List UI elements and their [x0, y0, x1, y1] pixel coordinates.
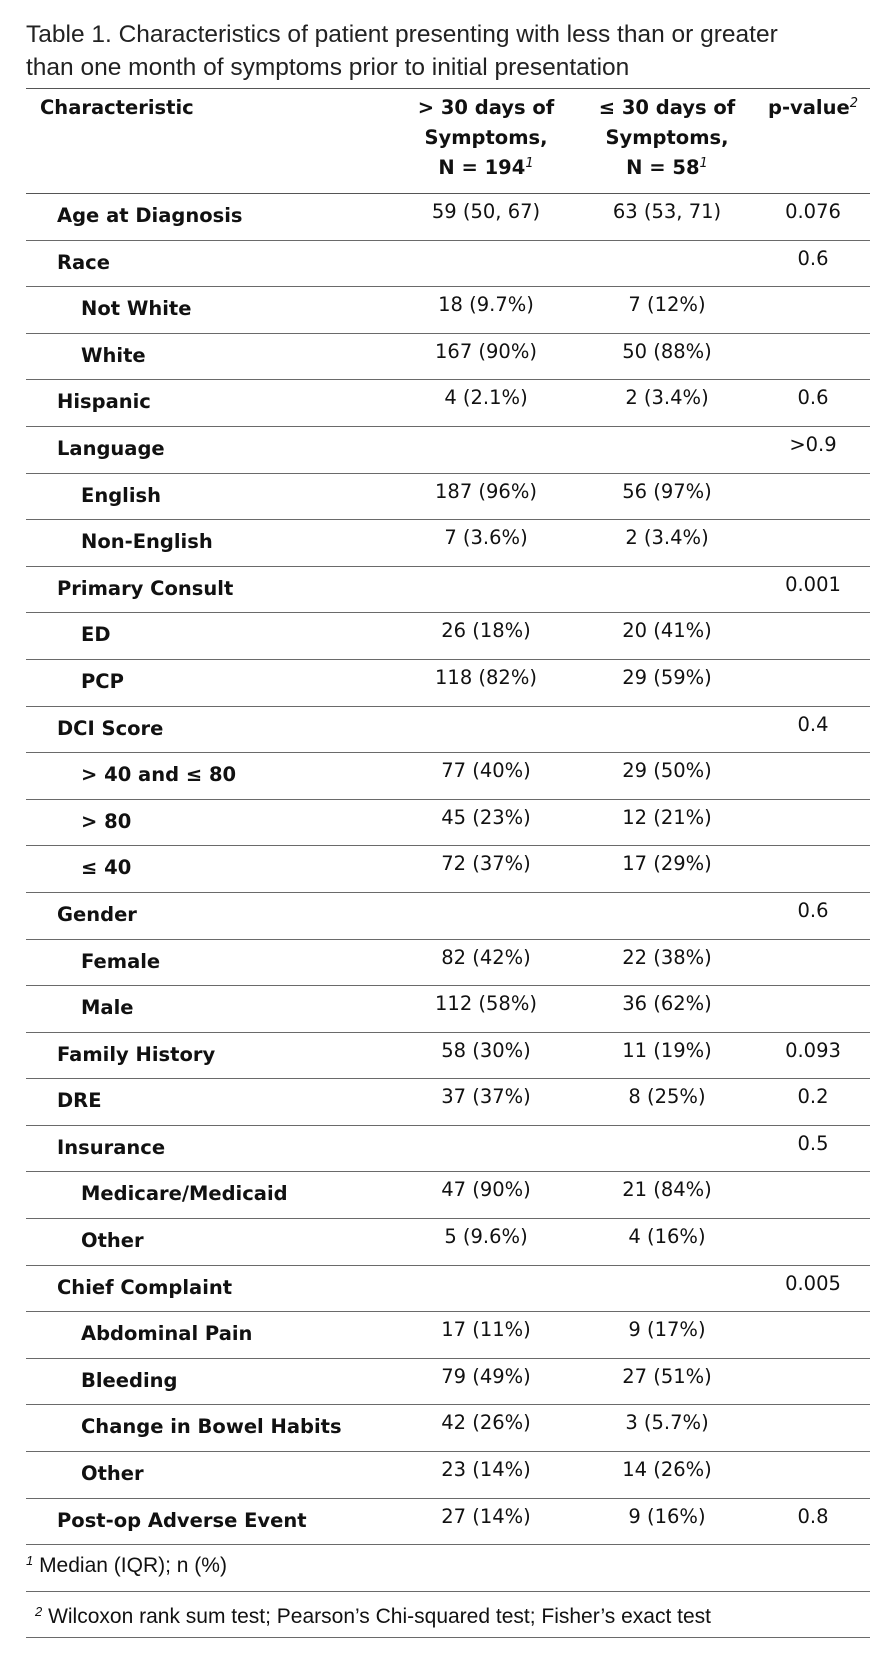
- row-label: Female: [81, 949, 161, 973]
- table-row: [26, 427, 870, 474]
- value-over-30-days: 118 (82%): [435, 665, 537, 689]
- row-label: > 40 and ≤ 80: [81, 763, 237, 787]
- table-row: [26, 380, 870, 427]
- value-over-30-days: 18 (9.7%): [438, 293, 534, 317]
- value-over-30-days: 17 (11%): [441, 1318, 531, 1342]
- row-label: Primary Consult: [57, 576, 234, 600]
- p-value: 0.5: [797, 1131, 829, 1155]
- value-over-30-days: 37 (37%): [441, 1085, 531, 1109]
- value-over-30-days: 23 (14%): [441, 1458, 531, 1482]
- row-label: DRE: [57, 1089, 102, 1113]
- footnote-marker: 2: [849, 96, 858, 111]
- value-under-30-days: 3 (5.7%): [625, 1411, 709, 1435]
- table-row: [26, 800, 870, 847]
- p-value: >0.9: [789, 432, 837, 456]
- row-label: Change in Bowel Habits: [81, 1415, 342, 1439]
- table-row: [26, 753, 870, 800]
- value-over-30-days: 58 (30%): [441, 1038, 531, 1062]
- table-header: [26, 89, 870, 194]
- value-under-30-days: 2 (3.4%): [625, 386, 709, 410]
- value-under-30-days: 63 (53, 71): [612, 200, 722, 223]
- footnote-marker: 1: [699, 156, 708, 171]
- table-row: [26, 893, 870, 940]
- row-label: ED: [81, 623, 111, 647]
- row-label: Post-op Adverse Event: [57, 1508, 307, 1532]
- value-under-30-days: 11 (19%): [622, 1038, 712, 1062]
- p-value: 0.2: [797, 1085, 829, 1109]
- value-over-30-days: 26 (18%): [441, 619, 531, 643]
- p-value: 0.4: [797, 712, 829, 736]
- value-under-30-days: 14 (26%): [622, 1458, 712, 1482]
- p-value: 0.6: [797, 246, 829, 270]
- footnote-marker: 1: [525, 156, 534, 171]
- p-value: 0.005: [785, 1271, 841, 1295]
- p-value: 0.001: [785, 572, 841, 596]
- footnote-mark: 1: [26, 1553, 34, 1569]
- value-over-30-days: 77 (40%): [441, 759, 531, 783]
- table-row: [26, 1033, 870, 1080]
- value-over-30-days: 45 (23%): [441, 805, 531, 829]
- value-over-30-days: 167 (90%): [435, 339, 537, 363]
- characteristics-table: [26, 88, 870, 1638]
- table-row: [26, 1499, 870, 1546]
- row-label: Not White: [81, 297, 192, 321]
- row-label: PCP: [81, 669, 124, 693]
- p-value: 0.8: [797, 1504, 829, 1528]
- row-label: Gender: [57, 902, 137, 926]
- header-characteristic: Characteristic: [40, 96, 194, 119]
- header-p-value: [756, 93, 870, 126]
- row-label: Other: [81, 1229, 144, 1253]
- footnote-mark: 2: [35, 1603, 43, 1619]
- caption-line-1: Table 1. Characteristics of patient presenting with less than or greater: [26, 21, 778, 48]
- table-row: [26, 1266, 870, 1313]
- row-label: Age at Diagnosis: [57, 204, 243, 227]
- table-row: [26, 660, 870, 707]
- value-over-30-days: 4 (2.1%): [444, 386, 528, 410]
- footnote-text: Wilcoxon rank sum test; Pearson’s Chi-squared test; Fisher’s exact test: [42, 1604, 712, 1628]
- value-under-30-days: 7 (12%): [628, 293, 706, 317]
- row-label: Family History: [57, 1042, 216, 1066]
- p-value: 0.6: [797, 386, 829, 410]
- table-row: [26, 1405, 870, 1452]
- value-under-30-days: 21 (84%): [622, 1178, 712, 1202]
- value-over-30-days: 7 (3.6%): [444, 526, 528, 550]
- value-over-30-days: 42 (26%): [441, 1411, 531, 1435]
- table-row: [26, 567, 870, 614]
- value-over-30-days: 112 (58%): [435, 992, 537, 1016]
- table-row: [26, 707, 870, 754]
- value-under-30-days: 9 (17%): [628, 1318, 706, 1342]
- table-row: [26, 1452, 870, 1499]
- row-label: Medicare/Medicaid: [81, 1182, 288, 1206]
- value-under-30-days: 9 (16%): [628, 1504, 706, 1528]
- value-under-30-days: 50 (88%): [622, 339, 712, 363]
- value-under-30-days: 2 (3.4%): [625, 526, 709, 550]
- table-row: [26, 1126, 870, 1173]
- p-value: 0.093: [785, 1038, 841, 1062]
- row-label: Chief Complaint: [57, 1275, 233, 1299]
- value-under-30-days: 12 (21%): [622, 805, 712, 829]
- table-row: [26, 520, 870, 567]
- value-under-30-days: 56 (97%): [622, 479, 712, 503]
- row-label: Other: [81, 1462, 144, 1486]
- header-col2-line2: Symptoms,: [605, 126, 729, 149]
- header-under-30-days: [586, 93, 748, 186]
- footnote-2: [26, 1592, 870, 1639]
- table-row: [26, 334, 870, 381]
- row-label: DCI Score: [57, 716, 164, 740]
- value-over-30-days: 72 (37%): [441, 852, 531, 876]
- footnote-text: Median (IQR); n (%): [33, 1554, 227, 1578]
- row-label: Non-English: [81, 530, 213, 554]
- table-row: [26, 194, 870, 241]
- row-label: Male: [81, 996, 134, 1020]
- row-label: Bleeding: [81, 1368, 178, 1392]
- header-col2-line1: ≤ 30 days of: [598, 96, 736, 119]
- table-row: [26, 1312, 870, 1359]
- row-label: Race: [57, 250, 110, 274]
- table-caption: [26, 18, 886, 84]
- value-under-30-days: 20 (41%): [622, 619, 712, 643]
- footnote-1: [26, 1545, 870, 1592]
- caption-line-2: than one month of symptoms prior to initial presentation: [26, 54, 630, 81]
- table-row: [26, 1359, 870, 1406]
- value-under-30-days: 8 (25%): [628, 1085, 706, 1109]
- value-over-30-days: 82 (42%): [441, 945, 531, 969]
- table-row: [26, 986, 870, 1033]
- table-row: [26, 474, 870, 521]
- header-col2-line3: [586, 153, 748, 186]
- header-over-30-days: [401, 93, 571, 186]
- row-label: Insurance: [57, 1135, 166, 1159]
- table-row: [26, 940, 870, 987]
- header-col1-line3: [401, 153, 571, 186]
- table-row: [26, 846, 870, 893]
- value-under-30-days: 29 (50%): [622, 759, 712, 783]
- row-label: Abdominal Pain: [81, 1322, 253, 1346]
- table-row: [26, 1079, 870, 1126]
- value-under-30-days: 4 (16%): [628, 1225, 706, 1249]
- header-col1-line1: > 30 days of: [417, 96, 555, 119]
- table-row: [26, 1219, 870, 1266]
- header-col1-n: N = 194: [438, 156, 526, 179]
- value-over-30-days: 187 (96%): [435, 479, 537, 503]
- row-label: English: [81, 483, 162, 507]
- value-under-30-days: 36 (62%): [622, 992, 712, 1016]
- header-p-label: p-value: [768, 96, 850, 119]
- table-row: [26, 1172, 870, 1219]
- value-under-30-days: 22 (38%): [622, 945, 712, 969]
- table-body: [26, 194, 870, 1545]
- value-over-30-days: 27 (14%): [441, 1504, 531, 1528]
- row-label: ≤ 40: [81, 856, 132, 880]
- value-under-30-days: 27 (51%): [622, 1364, 712, 1388]
- row-label: Language: [57, 436, 165, 460]
- row-label: > 80: [81, 809, 132, 833]
- value-under-30-days: 17 (29%): [622, 852, 712, 876]
- value-under-30-days: 29 (59%): [622, 665, 712, 689]
- table-row: [26, 287, 870, 334]
- value-over-30-days: 5 (9.6%): [444, 1225, 528, 1249]
- value-over-30-days: 59 (50, 67): [431, 200, 541, 223]
- value-over-30-days: 47 (90%): [441, 1178, 531, 1202]
- table-row: [26, 613, 870, 660]
- header-col2-n: N = 58: [626, 156, 700, 179]
- row-label: Hispanic: [57, 390, 151, 414]
- row-label: White: [81, 343, 146, 367]
- value-over-30-days: 79 (49%): [441, 1364, 531, 1388]
- header-col1-line2: Symptoms,: [424, 126, 548, 149]
- p-value: 0.076: [785, 200, 841, 223]
- table-row: [26, 241, 870, 288]
- p-value: 0.6: [797, 898, 829, 922]
